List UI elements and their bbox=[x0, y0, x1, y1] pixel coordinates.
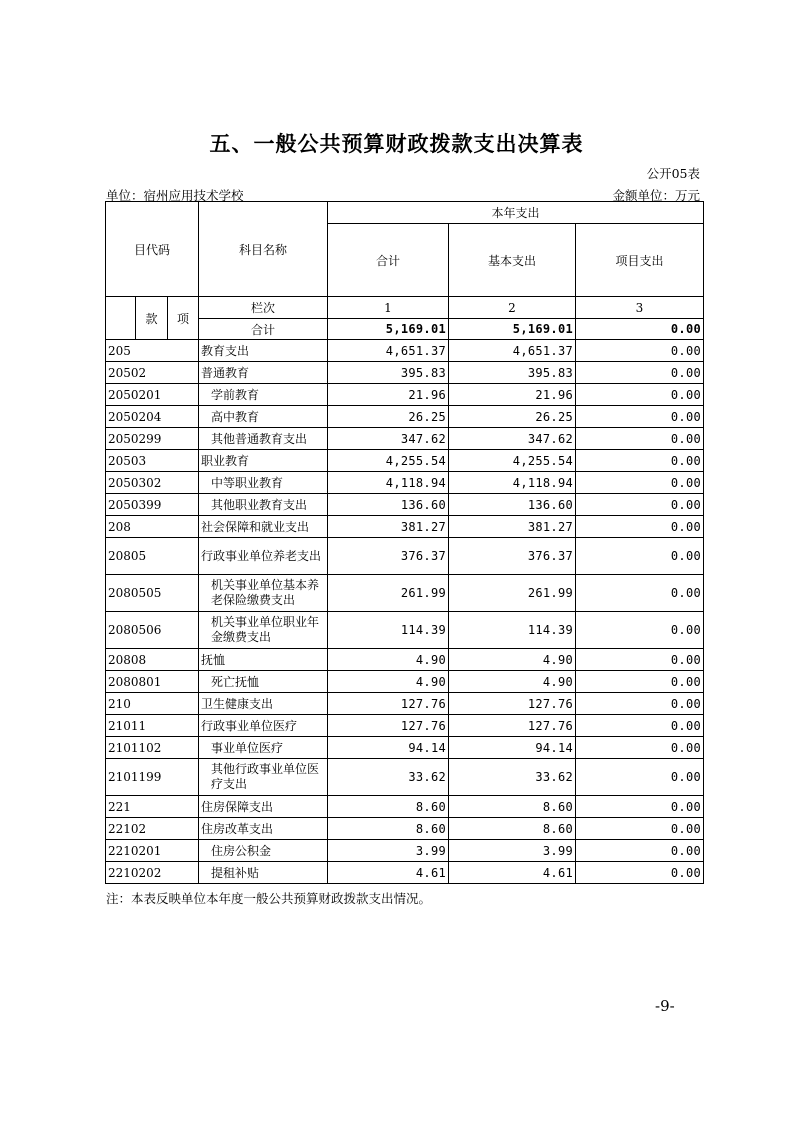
row-basic: 376.37 bbox=[449, 538, 576, 575]
row-total: 127.76 bbox=[328, 693, 449, 715]
row-total: 127.76 bbox=[328, 715, 449, 737]
table-row bbox=[106, 862, 704, 884]
row-code: 20502 bbox=[106, 362, 199, 384]
row-total: 114.39 bbox=[328, 612, 449, 649]
row-basic: 21.96 bbox=[449, 384, 576, 406]
row-code: 2080506 bbox=[106, 612, 199, 649]
row-project: 0.00 bbox=[576, 575, 704, 612]
row-project: 0.00 bbox=[576, 612, 704, 649]
row-code: 221 bbox=[106, 796, 199, 818]
header-lei-blank bbox=[106, 297, 136, 340]
row-project: 0.00 bbox=[576, 737, 704, 759]
sum-project: 0.00 bbox=[576, 319, 704, 340]
row-code: 2050399 bbox=[106, 494, 199, 516]
row-basic: 381.27 bbox=[449, 516, 576, 538]
row-project: 0.00 bbox=[576, 649, 704, 671]
row-name: 死亡抚恤 bbox=[199, 671, 328, 693]
table-row bbox=[106, 671, 704, 693]
header-name: 科目名称 bbox=[199, 202, 328, 297]
row-project: 0.00 bbox=[576, 796, 704, 818]
row-project: 0.00 bbox=[576, 384, 704, 406]
row-basic: 4.61 bbox=[449, 862, 576, 884]
row-basic: 8.60 bbox=[449, 796, 576, 818]
table-code: 公开05表 bbox=[646, 166, 700, 181]
table-row bbox=[106, 494, 704, 516]
table-row bbox=[106, 737, 704, 759]
row-name: 事业单位医疗 bbox=[199, 737, 328, 759]
table-row bbox=[106, 612, 704, 649]
row-total: 21.96 bbox=[328, 384, 449, 406]
row-name: 普通教育 bbox=[199, 362, 328, 384]
row-basic: 114.39 bbox=[449, 612, 576, 649]
row-project: 0.00 bbox=[576, 494, 704, 516]
row-project: 0.00 bbox=[576, 406, 704, 428]
row-name: 行政事业单位养老支出 bbox=[199, 538, 328, 575]
row-name: 卫生健康支出 bbox=[199, 693, 328, 715]
row-basic: 347.62 bbox=[449, 428, 576, 450]
row-total: 3.99 bbox=[328, 840, 449, 862]
table-row bbox=[106, 362, 704, 384]
row-code: 2050204 bbox=[106, 406, 199, 428]
table-row bbox=[106, 340, 704, 362]
row-name: 高中教育 bbox=[199, 406, 328, 428]
sum-label: 合计 bbox=[199, 319, 328, 340]
row-total: 8.60 bbox=[328, 796, 449, 818]
row-basic: 127.76 bbox=[449, 715, 576, 737]
row-name: 其他职业教育支出 bbox=[199, 494, 328, 516]
header-xiang: 项 bbox=[168, 297, 199, 340]
table-row bbox=[106, 693, 704, 715]
header-basic: 基本支出 bbox=[449, 224, 576, 297]
row-project: 0.00 bbox=[576, 472, 704, 494]
header-total: 合计 bbox=[328, 224, 449, 297]
money-unit-label: 金额单位：万元 bbox=[612, 188, 700, 203]
row-code: 21011 bbox=[106, 715, 199, 737]
row-name: 抚恤 bbox=[199, 649, 328, 671]
row-code: 208 bbox=[106, 516, 199, 538]
row-basic: 395.83 bbox=[449, 362, 576, 384]
table-row bbox=[106, 840, 704, 862]
header-code: 目代码 bbox=[106, 202, 199, 297]
row-basic: 94.14 bbox=[449, 737, 576, 759]
expenditure-table bbox=[105, 201, 704, 884]
table-row bbox=[106, 538, 704, 575]
header-lanci: 栏次 bbox=[199, 297, 328, 319]
row-basic: 136.60 bbox=[449, 494, 576, 516]
row-total: 33.62 bbox=[328, 759, 449, 796]
row-basic: 4.90 bbox=[449, 671, 576, 693]
row-total: 376.37 bbox=[328, 538, 449, 575]
table-row bbox=[106, 759, 704, 796]
row-total: 26.25 bbox=[328, 406, 449, 428]
row-total: 136.60 bbox=[328, 494, 449, 516]
row-basic: 261.99 bbox=[449, 575, 576, 612]
row-project: 0.00 bbox=[576, 538, 704, 575]
row-total: 381.27 bbox=[328, 516, 449, 538]
row-name: 中等职业教育 bbox=[199, 472, 328, 494]
row-total: 94.14 bbox=[328, 737, 449, 759]
row-project: 0.00 bbox=[576, 516, 704, 538]
row-total: 4,651.37 bbox=[328, 340, 449, 362]
row-project: 0.00 bbox=[576, 862, 704, 884]
row-project: 0.00 bbox=[576, 715, 704, 737]
table-row bbox=[106, 575, 704, 612]
row-total: 8.60 bbox=[328, 818, 449, 840]
row-code: 20503 bbox=[106, 450, 199, 472]
sum-total: 5,169.01 bbox=[328, 319, 449, 340]
row-total: 4,118.94 bbox=[328, 472, 449, 494]
row-project: 0.00 bbox=[576, 428, 704, 450]
row-total: 4.90 bbox=[328, 671, 449, 693]
row-name: 机关事业单位职业年金缴费支出 bbox=[199, 612, 328, 649]
table-row bbox=[106, 384, 704, 406]
row-code: 2080505 bbox=[106, 575, 199, 612]
row-basic: 127.76 bbox=[449, 693, 576, 715]
header-col2: 2 bbox=[449, 297, 576, 319]
header-col3: 3 bbox=[576, 297, 704, 319]
row-name: 教育支出 bbox=[199, 340, 328, 362]
row-code: 22102 bbox=[106, 818, 199, 840]
page-title: 五、一般公共预算财政拨款支出决算表 bbox=[209, 132, 584, 156]
row-basic: 4,255.54 bbox=[449, 450, 576, 472]
row-code: 210 bbox=[106, 693, 199, 715]
table-row bbox=[106, 472, 704, 494]
row-name: 机关事业单位基本养老保险缴费支出 bbox=[199, 575, 328, 612]
row-basic: 8.60 bbox=[449, 818, 576, 840]
table-row bbox=[106, 649, 704, 671]
row-code: 2101199 bbox=[106, 759, 199, 796]
table-row bbox=[106, 450, 704, 472]
row-name: 社会保障和就业支出 bbox=[199, 516, 328, 538]
row-basic: 4,651.37 bbox=[449, 340, 576, 362]
row-code: 2050302 bbox=[106, 472, 199, 494]
row-total: 4,255.54 bbox=[328, 450, 449, 472]
header-kuan: 款 bbox=[136, 297, 168, 340]
row-basic: 3.99 bbox=[449, 840, 576, 862]
row-project: 0.00 bbox=[576, 362, 704, 384]
table-row bbox=[106, 406, 704, 428]
table-row bbox=[106, 818, 704, 840]
row-code: 2210201 bbox=[106, 840, 199, 862]
row-code: 2080801 bbox=[106, 671, 199, 693]
row-name: 学前教育 bbox=[199, 384, 328, 406]
table-row bbox=[106, 715, 704, 737]
row-project: 0.00 bbox=[576, 759, 704, 796]
table-row bbox=[106, 516, 704, 538]
row-project: 0.00 bbox=[576, 671, 704, 693]
table-note: 注：本表反映单位本年度一般公共预算财政拨款支出情况。 bbox=[106, 891, 432, 906]
row-name: 职业教育 bbox=[199, 450, 328, 472]
row-basic: 33.62 bbox=[449, 759, 576, 796]
row-project: 0.00 bbox=[576, 450, 704, 472]
row-code: 2210202 bbox=[106, 862, 199, 884]
row-total: 261.99 bbox=[328, 575, 449, 612]
row-name: 其他行政事业单位医疗支出 bbox=[199, 759, 328, 796]
row-name: 其他普通教育支出 bbox=[199, 428, 328, 450]
table-row bbox=[106, 428, 704, 450]
row-name: 住房公积金 bbox=[199, 840, 328, 862]
row-total: 395.83 bbox=[328, 362, 449, 384]
row-project: 0.00 bbox=[576, 693, 704, 715]
row-code: 2050201 bbox=[106, 384, 199, 406]
row-code: 20805 bbox=[106, 538, 199, 575]
header-project: 项目支出 bbox=[576, 224, 704, 297]
table-row bbox=[106, 796, 704, 818]
unit-label: 单位：宿州应用技术学校 bbox=[106, 188, 244, 203]
row-basic: 4,118.94 bbox=[449, 472, 576, 494]
row-project: 0.00 bbox=[576, 840, 704, 862]
row-name: 住房改革支出 bbox=[199, 818, 328, 840]
row-total: 4.90 bbox=[328, 649, 449, 671]
row-code: 2050299 bbox=[106, 428, 199, 450]
row-code: 205 bbox=[106, 340, 199, 362]
row-total: 4.61 bbox=[328, 862, 449, 884]
row-code: 20808 bbox=[106, 649, 199, 671]
header-current-year: 本年支出 bbox=[328, 202, 704, 224]
row-name: 提租补贴 bbox=[199, 862, 328, 884]
page-number: -9- bbox=[655, 997, 675, 1015]
row-project: 0.00 bbox=[576, 340, 704, 362]
header-col1: 1 bbox=[328, 297, 449, 319]
row-total: 347.62 bbox=[328, 428, 449, 450]
sum-basic: 5,169.01 bbox=[449, 319, 576, 340]
row-name: 住房保障支出 bbox=[199, 796, 328, 818]
row-project: 0.00 bbox=[576, 818, 704, 840]
row-code: 2101102 bbox=[106, 737, 199, 759]
row-name: 行政事业单位医疗 bbox=[199, 715, 328, 737]
row-basic: 26.25 bbox=[449, 406, 576, 428]
row-basic: 4.90 bbox=[449, 649, 576, 671]
